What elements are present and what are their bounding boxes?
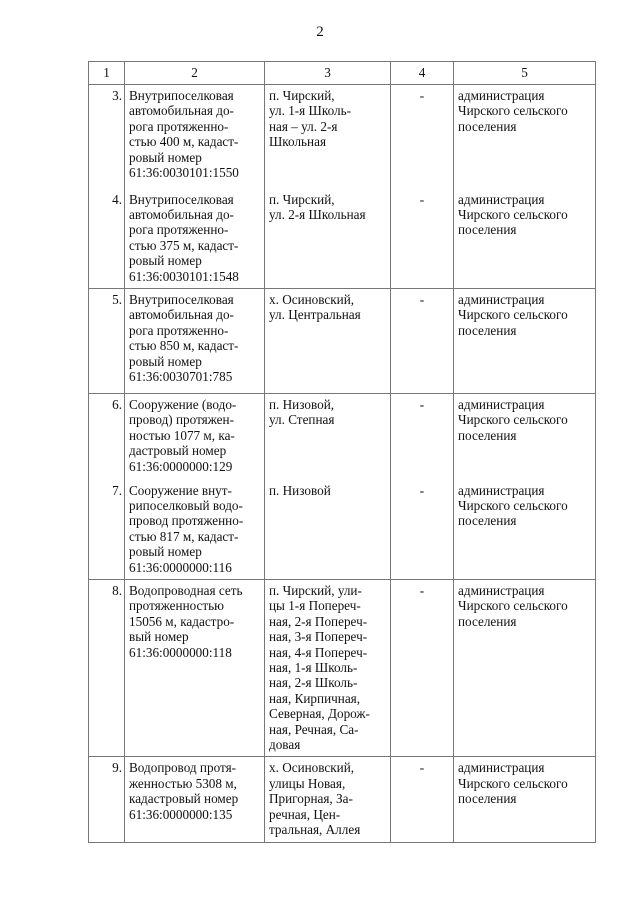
column-4-value: - <box>391 579 454 756</box>
row-number: 4. <box>89 189 125 289</box>
column-4-value: - <box>391 85 454 189</box>
row-number: 6. <box>89 394 125 480</box>
table-row <box>89 579 596 756</box>
object-holder: администрация Чирского сельского поселения <box>454 189 596 289</box>
column-header: 3 <box>265 62 391 85</box>
object-description: Водопроводная сеть протяженностью 15056 м, кадастро- вый номер 61:36:0000000:118 <box>125 579 265 756</box>
column-4-value: - <box>391 480 454 580</box>
row-number: 3. <box>89 85 125 189</box>
object-holder: администрация Чирского сельского поселения <box>454 85 596 189</box>
table-row <box>89 189 596 289</box>
object-description: Внутрипоселковая автомобильная до- рога протяженно- стью 375 м, кадаст- ровый номер 61:36:0030101:1548 <box>125 189 265 289</box>
object-description: Водопровод протя- женностью 5308 м, кадастровый номер 61:36:0000000:135 <box>125 757 265 843</box>
page-number: 2 <box>316 24 324 40</box>
object-address: х. Осиновский, ул. Центральная <box>265 289 391 394</box>
object-address: х. Осиновский, улицы Новая, Пригорная, За- речная, Цен- тральная, Аллея <box>265 757 391 843</box>
object-address: п. Чирский, ул. 1-я Школь- ная – ул. 2-я Школьная <box>265 85 391 189</box>
table-row <box>89 289 596 394</box>
object-description: Внутрипоселковая автомобильная до- рога протяженно- стью 850 м, кадаст- ровый номер 61:36:0030701:785 <box>125 289 265 394</box>
row-number: 7. <box>89 480 125 580</box>
object-holder: администрация Чирского сельского поселения <box>454 289 596 394</box>
column-header: 2 <box>125 62 265 85</box>
table-header-row <box>89 62 596 85</box>
object-address: п. Чирский, ули- цы 1-я Попереч- ная, 2-я Попереч- ная, 3-я Попереч- ная, 4-я Попереч- ная, 1-я Школь- ная, 2-я Школь- ная, Кирпичная, Северная, Дорож- ная, Речная, Са- довая <box>265 579 391 756</box>
object-address: п. Чирский, ул. 2-я Школьная <box>265 189 391 289</box>
column-4-value: - <box>391 757 454 843</box>
row-number: 5. <box>89 289 125 394</box>
table-row <box>89 394 596 480</box>
object-address: п. Низовой, ул. Степная <box>265 394 391 480</box>
column-header: 5 <box>454 62 596 85</box>
column-4-value: - <box>391 394 454 480</box>
row-number: 8. <box>89 579 125 756</box>
object-address: п. Низовой <box>265 480 391 580</box>
object-holder: администрация Чирского сельского поселения <box>454 757 596 843</box>
object-description: Сооружение (водо- провод) протяжен- ностью 1077 м, ка- дастровый номер 61:36:0000000:129 <box>125 394 265 480</box>
column-4-value: - <box>391 289 454 394</box>
object-description: Внутрипоселковая автомобильная до- рога протяженно- стью 400 м, кадаст- ровый номер 61:36:0030101:1550 <box>125 85 265 189</box>
object-holder: администрация Чирского сельского поселения <box>454 579 596 756</box>
table-row <box>89 85 596 189</box>
object-description: Сооружение внут- рипоселковый водо- провод протяженно- стью 817 м, кадаст- ровый номер 61:36:0000000:116 <box>125 480 265 580</box>
object-holder: администрация Чирского сельского поселения <box>454 394 596 480</box>
object-holder: администрация Чирского сельского поселения <box>454 480 596 580</box>
row-number: 9. <box>89 757 125 843</box>
column-header: 1 <box>89 62 125 85</box>
column-4-value: - <box>391 189 454 289</box>
table-row <box>89 757 596 843</box>
property-registry-table <box>88 61 596 843</box>
table-row <box>89 480 596 580</box>
column-header: 4 <box>391 62 454 85</box>
